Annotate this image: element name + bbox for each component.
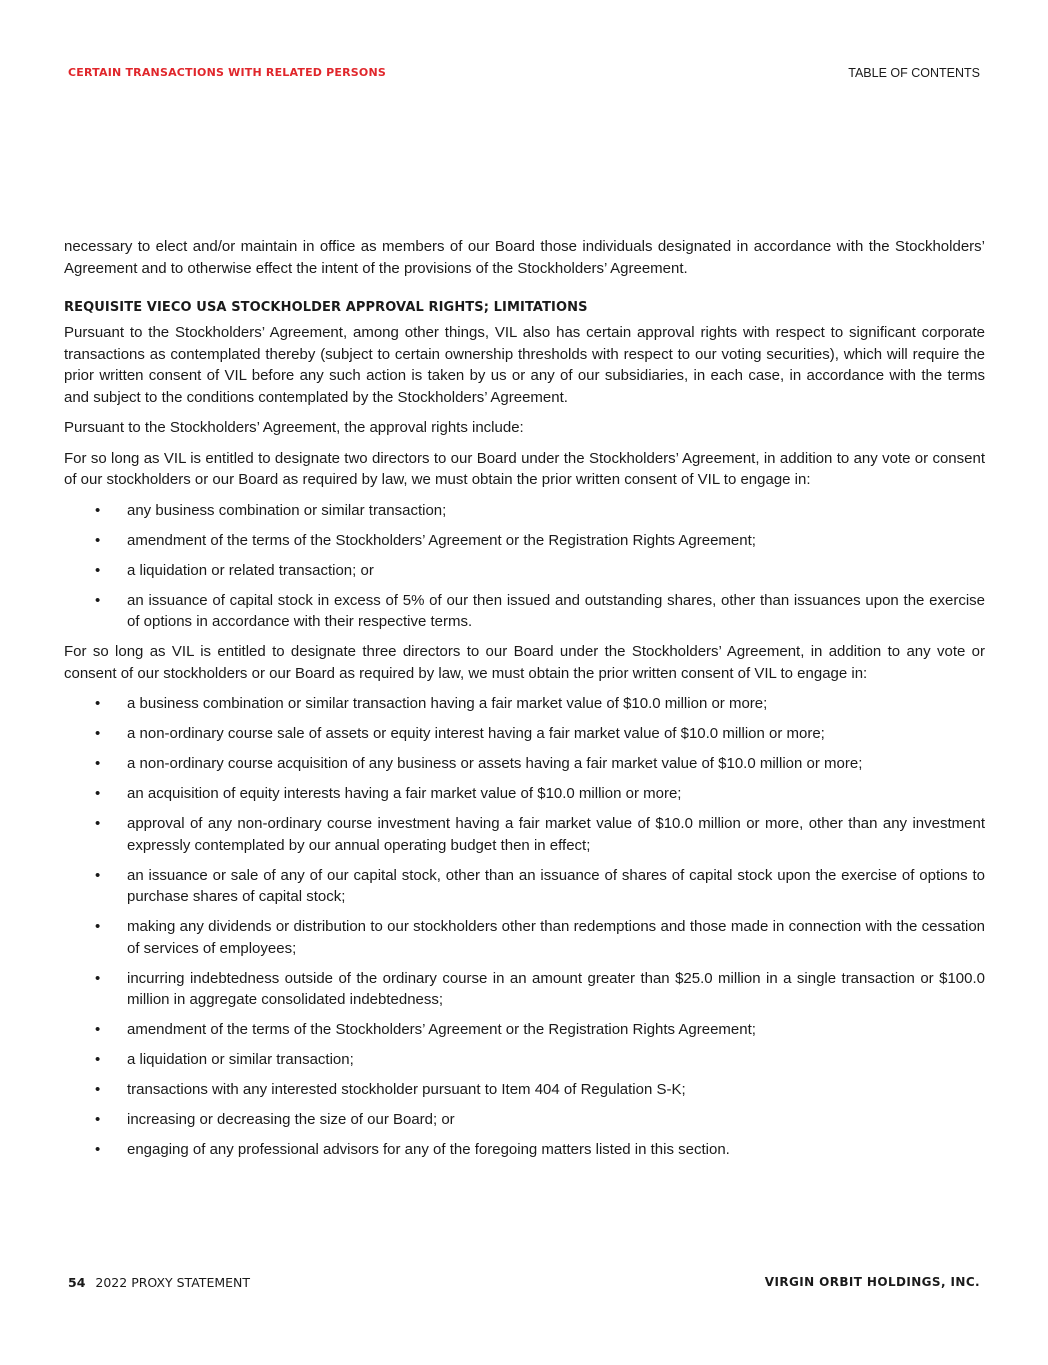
list-item: • incurring indebtedness outside of the ordinary course in an amount greater than $25.0 million in a single transaction or $100.0 million in aggregate consolidated indebtedness; <box>95 969 985 1008</box>
bullet-icon: • <box>95 501 101 519</box>
list-item: • a business combination or similar transaction having a fair market value of $10.0 million or more; <box>64 693 985 715</box>
intro-paragraph: necessary to elect and/or maintain in office as members of our Board those individuals designated in accordance with the Stockholders’ Agreement and to otherwise effect the intent of the provisions of the Stockholders’ Agreement. <box>64 238 985 277</box>
bullet-icon: • <box>95 918 101 935</box>
two-directors-list <box>64 500 985 633</box>
bullet-icon: • <box>95 531 101 549</box>
list-item: • an issuance of capital stock in excess of 5% of our then issued and outstanding shares, other than issuances upon the exercise of options in accordance with their respective terms. <box>95 591 985 630</box>
bullet-icon: • <box>95 1081 101 1098</box>
section-title: CERTAIN TRANSACTIONS WITH RELATED PERSONS <box>68 66 387 79</box>
list-item: • a non-ordinary course sale of assets or equity interest having a fair market value of $10.0 million or more; <box>64 723 985 745</box>
bullet-icon: • <box>95 785 101 802</box>
bullet-icon: • <box>95 1111 101 1128</box>
list-item: • an issuance or sale of any of our capital stock, other than an issuance of shares of capital stock upon the exercise of options to purchase shares of capital stock; <box>95 866 985 905</box>
bullet-icon: • <box>95 866 101 884</box>
list-item: • engaging of any professional advisors for any of the foregoing matters listed in this section. <box>64 1139 985 1161</box>
list-item: • amendment of the terms of the Stockholders’ Agreement or the Registration Rights Agreement; <box>64 530 985 552</box>
bullet-icon: • <box>95 725 101 742</box>
bullet-icon: • <box>95 969 101 987</box>
list-item: • amendment of the terms of the Stockholders’ Agreement or the Registration Rights Agreement; <box>64 1019 985 1041</box>
three-directors-list <box>64 693 985 1161</box>
bullet-icon: • <box>95 1051 101 1068</box>
list-item: • making any dividends or distribution to our stockholders other than redemptions and those made in connection with the cessation of services of employees; <box>95 918 985 957</box>
bullet-icon: • <box>95 591 101 609</box>
bullet-icon: • <box>95 695 101 712</box>
paragraph-two-directors: For so long as VIL is entitled to designate two directors to our Board under the Stockholders’ Agreement, in addition to any vote or consent of our stockholders or our Board as required by law, we must obtain the prior written consent of VIL to engage in: <box>64 449 985 488</box>
list-item: • an acquisition of equity interests having a fair market value of $10.0 million or more; <box>64 783 985 805</box>
list-item: • transactions with any interested stockholder pursuant to Item 404 of Regulation S-K; <box>64 1079 985 1101</box>
list-item: • a liquidation or related transaction; or <box>64 560 985 582</box>
list-item: • approval of any non-ordinary course investment having a fair market value of $10.0 million or more, other than any investment expressly contemplated by our annual operating budget then in effect; <box>95 815 985 854</box>
section-heading: REQUISITE VIECO USA STOCKHOLDER APPROVAL RIGHTS; LIMITATIONS <box>64 300 588 315</box>
bullet-icon: • <box>95 815 101 832</box>
bullet-icon: • <box>95 561 101 579</box>
table-of-contents-link[interactable]: TABLE OF CONTENTS <box>848 66 980 80</box>
paragraph-approval-rights: Pursuant to the Stockholders’ Agreement, among other things, VIL also has certain approval rights with respect to significant corporate transactions as contemplated thereby (subject to certain ownership thresholds with respect to our voting securities), which will require the prior written consent of VIL before any such action is taken by us or any of our subsidiaries, in each case, in accordance with the terms and subject to the conditions contemplated by the Stockholders’ Agreement. <box>64 324 985 406</box>
bullet-icon: • <box>95 755 101 772</box>
page-content <box>64 236 985 1169</box>
list-item: • a non-ordinary course acquisition of any business or assets having a fair market value of $10.0 million or more; <box>64 753 985 775</box>
document-title: 2022 PROXY STATEMENT <box>95 1275 251 1290</box>
page-number: 54 <box>68 1275 86 1290</box>
paragraph-three-directors: For so long as VIL is entitled to designate three directors to our Board under the Stockholders’ Agreement, in addition to any vote or consent of our stockholders or our Board as required by law, we must obtain the prior written consent of VIL to engage in: <box>64 643 985 682</box>
list-item: • a liquidation or similar transaction; <box>64 1049 985 1071</box>
bullet-icon: • <box>95 1141 101 1158</box>
list-item: • any business combination or similar transaction; <box>64 500 985 522</box>
company-name: VIRGIN ORBIT HOLDINGS, INC. <box>764 1275 980 1289</box>
list-item: • increasing or decreasing the size of our Board; or <box>64 1109 985 1131</box>
footer-page-info <box>68 1275 250 1290</box>
bullet-icon: • <box>95 1021 101 1038</box>
paragraph-approval-rights-include: Pursuant to the Stockholders’ Agreement, the approval rights include: <box>64 419 524 436</box>
